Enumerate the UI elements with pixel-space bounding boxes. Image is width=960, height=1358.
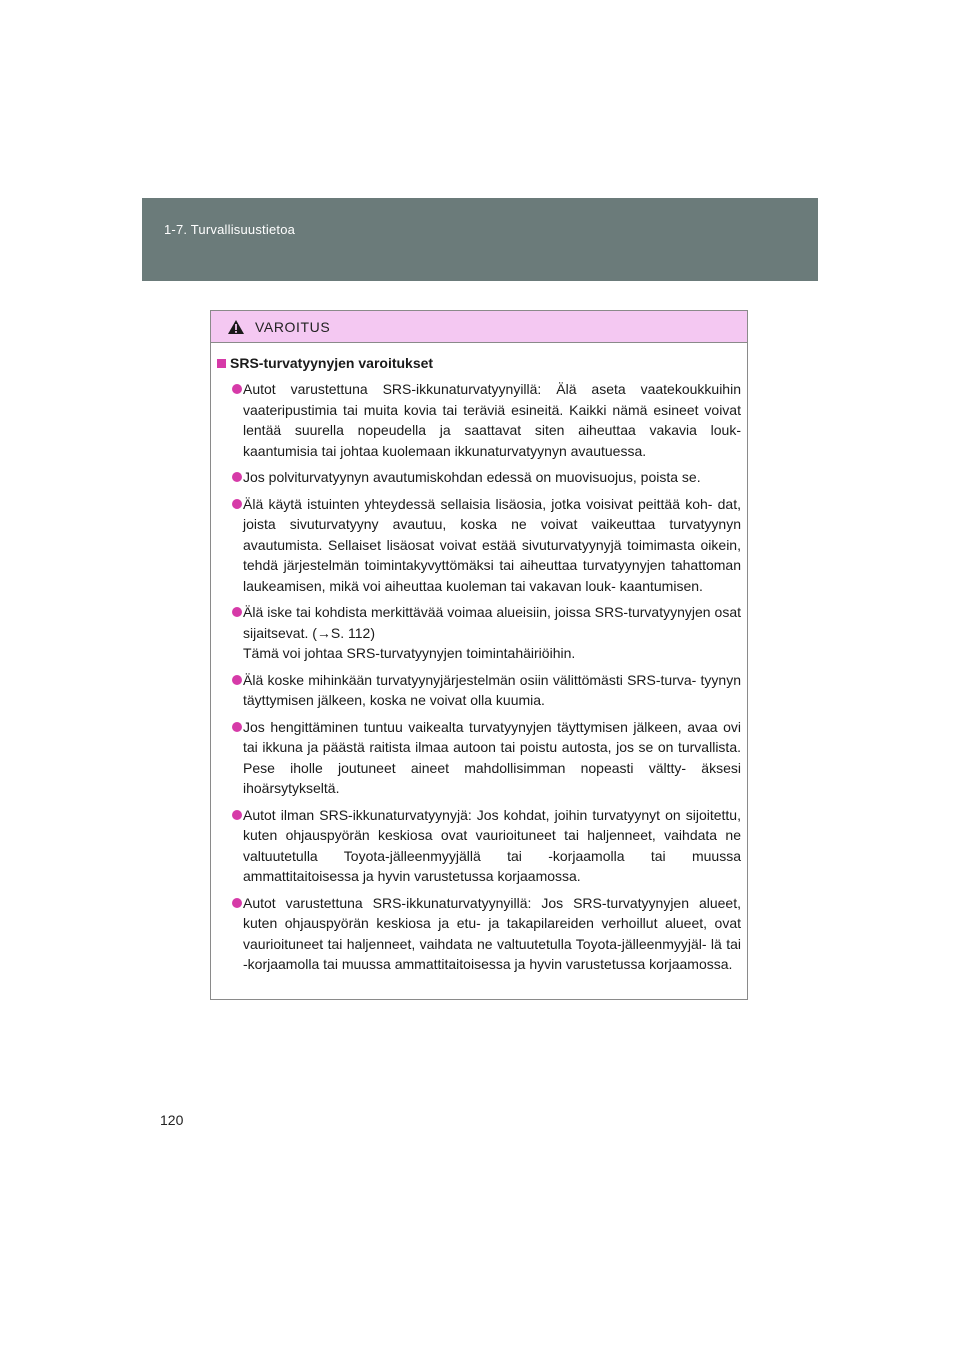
warning-item-text: Autot varustettuna SRS-ikkunaturvatyynyillä: Älä aseta vaatekoukkuihin vaateripustimia tai muita kovia tai teräviä esineitä. Kaikki nämä esineet voivat lentää suurella nopeudella ja saattavat siten aiheuttaa vakavia louk- kaantumisia tai johtaa kuolemaan ikkunaturvatyynyn avautuessa. — [243, 381, 741, 459]
square-bullet-icon — [217, 359, 226, 368]
warning-list-item — [217, 717, 741, 799]
warning-item-text: Tämä voi johtaa SRS-turvatyynyjen toimintahäiriöihin. — [243, 645, 576, 661]
warning-item-text: Älä iske tai kohdista merkittävää voimaa alueisiin, joissa SRS-turvatyynyjen osat sijaitsevat. (→S. 112) — [243, 604, 741, 641]
warning-triangle-icon — [227, 319, 245, 335]
warning-list — [217, 379, 741, 975]
round-bullet-icon — [232, 499, 242, 509]
round-bullet-icon — [232, 810, 242, 820]
round-bullet-icon — [232, 898, 242, 908]
warning-body — [211, 343, 747, 975]
round-bullet-icon — [232, 722, 242, 732]
warning-subheading — [217, 355, 741, 371]
warning-item-text: Autot varustettuna SRS-ikkunaturvatyynyillä: Jos SRS-turvatyynyjen alueet, kuten ohjauspyörän keskiosa ja etu- ja takapilareiden verhoillut alueet, ovat vaurioituneet tai haljenneet, vaihdata ne valtuutetulla Toyota-jälleenmyyjäl- lä tai -korjaamolla tai muussa ammattitaitoisessa ja hyvin varustetussa korjaamossa. — [243, 894, 741, 972]
page-number: 120 — [160, 1112, 184, 1128]
warning-item-text: Älä käytä istuinten yhteydessä sellaisia lisäosia, jotka voisivat peittää koh- dat, joista sivuturvatyyny avautuu, koska ne voivat vaikeuttaa turvatyynyn avautumista. Sellaiset lisäosat voivat estää sivuturvatyynyjä toimimasta oikein, tehdä järjestelmän toimintakyvyttömäksi tai aiheuttaa turvatyynyjen tahattoman laukeamisen, mikä voi aiheuttaa kuoleman tai vakavan louk- kaantumisen. — [243, 495, 741, 594]
warning-list-item — [217, 494, 741, 597]
warning-item-text: Jos hengittäminen tuntuu vaikealta turvatyynyjen täyttymisen jälkeen, avaa ovi tai ikkuna ja päästä raitista ilmaa autoon tai poistu autosta, jos se on turvallista. Pese iholle joutuneet aineet mahdollisimman nopeasti vältty- äksesi ihoärsytykseltä. — [243, 718, 741, 796]
warning-label: VAROITUS — [255, 318, 331, 335]
round-bullet-icon — [232, 675, 242, 685]
section-header-band — [142, 198, 818, 281]
warning-list-item — [217, 893, 741, 975]
warning-list-item — [217, 670, 741, 711]
warning-box — [210, 310, 748, 1000]
section-title: 1-7. Turvallisuustietoa — [164, 222, 296, 237]
warning-item-text: Autot ilman SRS-ikkunaturvatyynyjä: Jos kohdat, joihin turvatyynyt on sijoitettu, kuten ohjauspyörän keskiosa ovat vaurioituneet tai haljenneet, vaihdata ne valtuutetulla Toyota-jälleenmyyjällä tai -korjaamolla tai muussa ammattitaitoisessa ja hyvin varustetussa korjaamossa. — [243, 806, 741, 884]
round-bullet-icon — [232, 472, 242, 482]
warning-header — [211, 311, 747, 343]
warning-item-text: Jos polviturvatyynyn avautumiskohdan edessä on muovisuojus, poista se. — [243, 469, 701, 485]
subheading-text: SRS-turvatyynyjen varoitukset — [230, 355, 434, 371]
warning-list-item — [217, 379, 741, 461]
warning-list-item — [217, 602, 741, 664]
warning-list-item — [217, 805, 741, 887]
round-bullet-icon — [232, 607, 242, 617]
warning-item-text: Älä koske mihinkään turvatyynyjärjestelmän osiin välittömästi SRS-turva- tyynyn täyttymisen jälkeen, koska ne voivat olla kuumia. — [243, 671, 741, 708]
round-bullet-icon — [232, 384, 242, 394]
warning-list-item — [217, 467, 741, 488]
